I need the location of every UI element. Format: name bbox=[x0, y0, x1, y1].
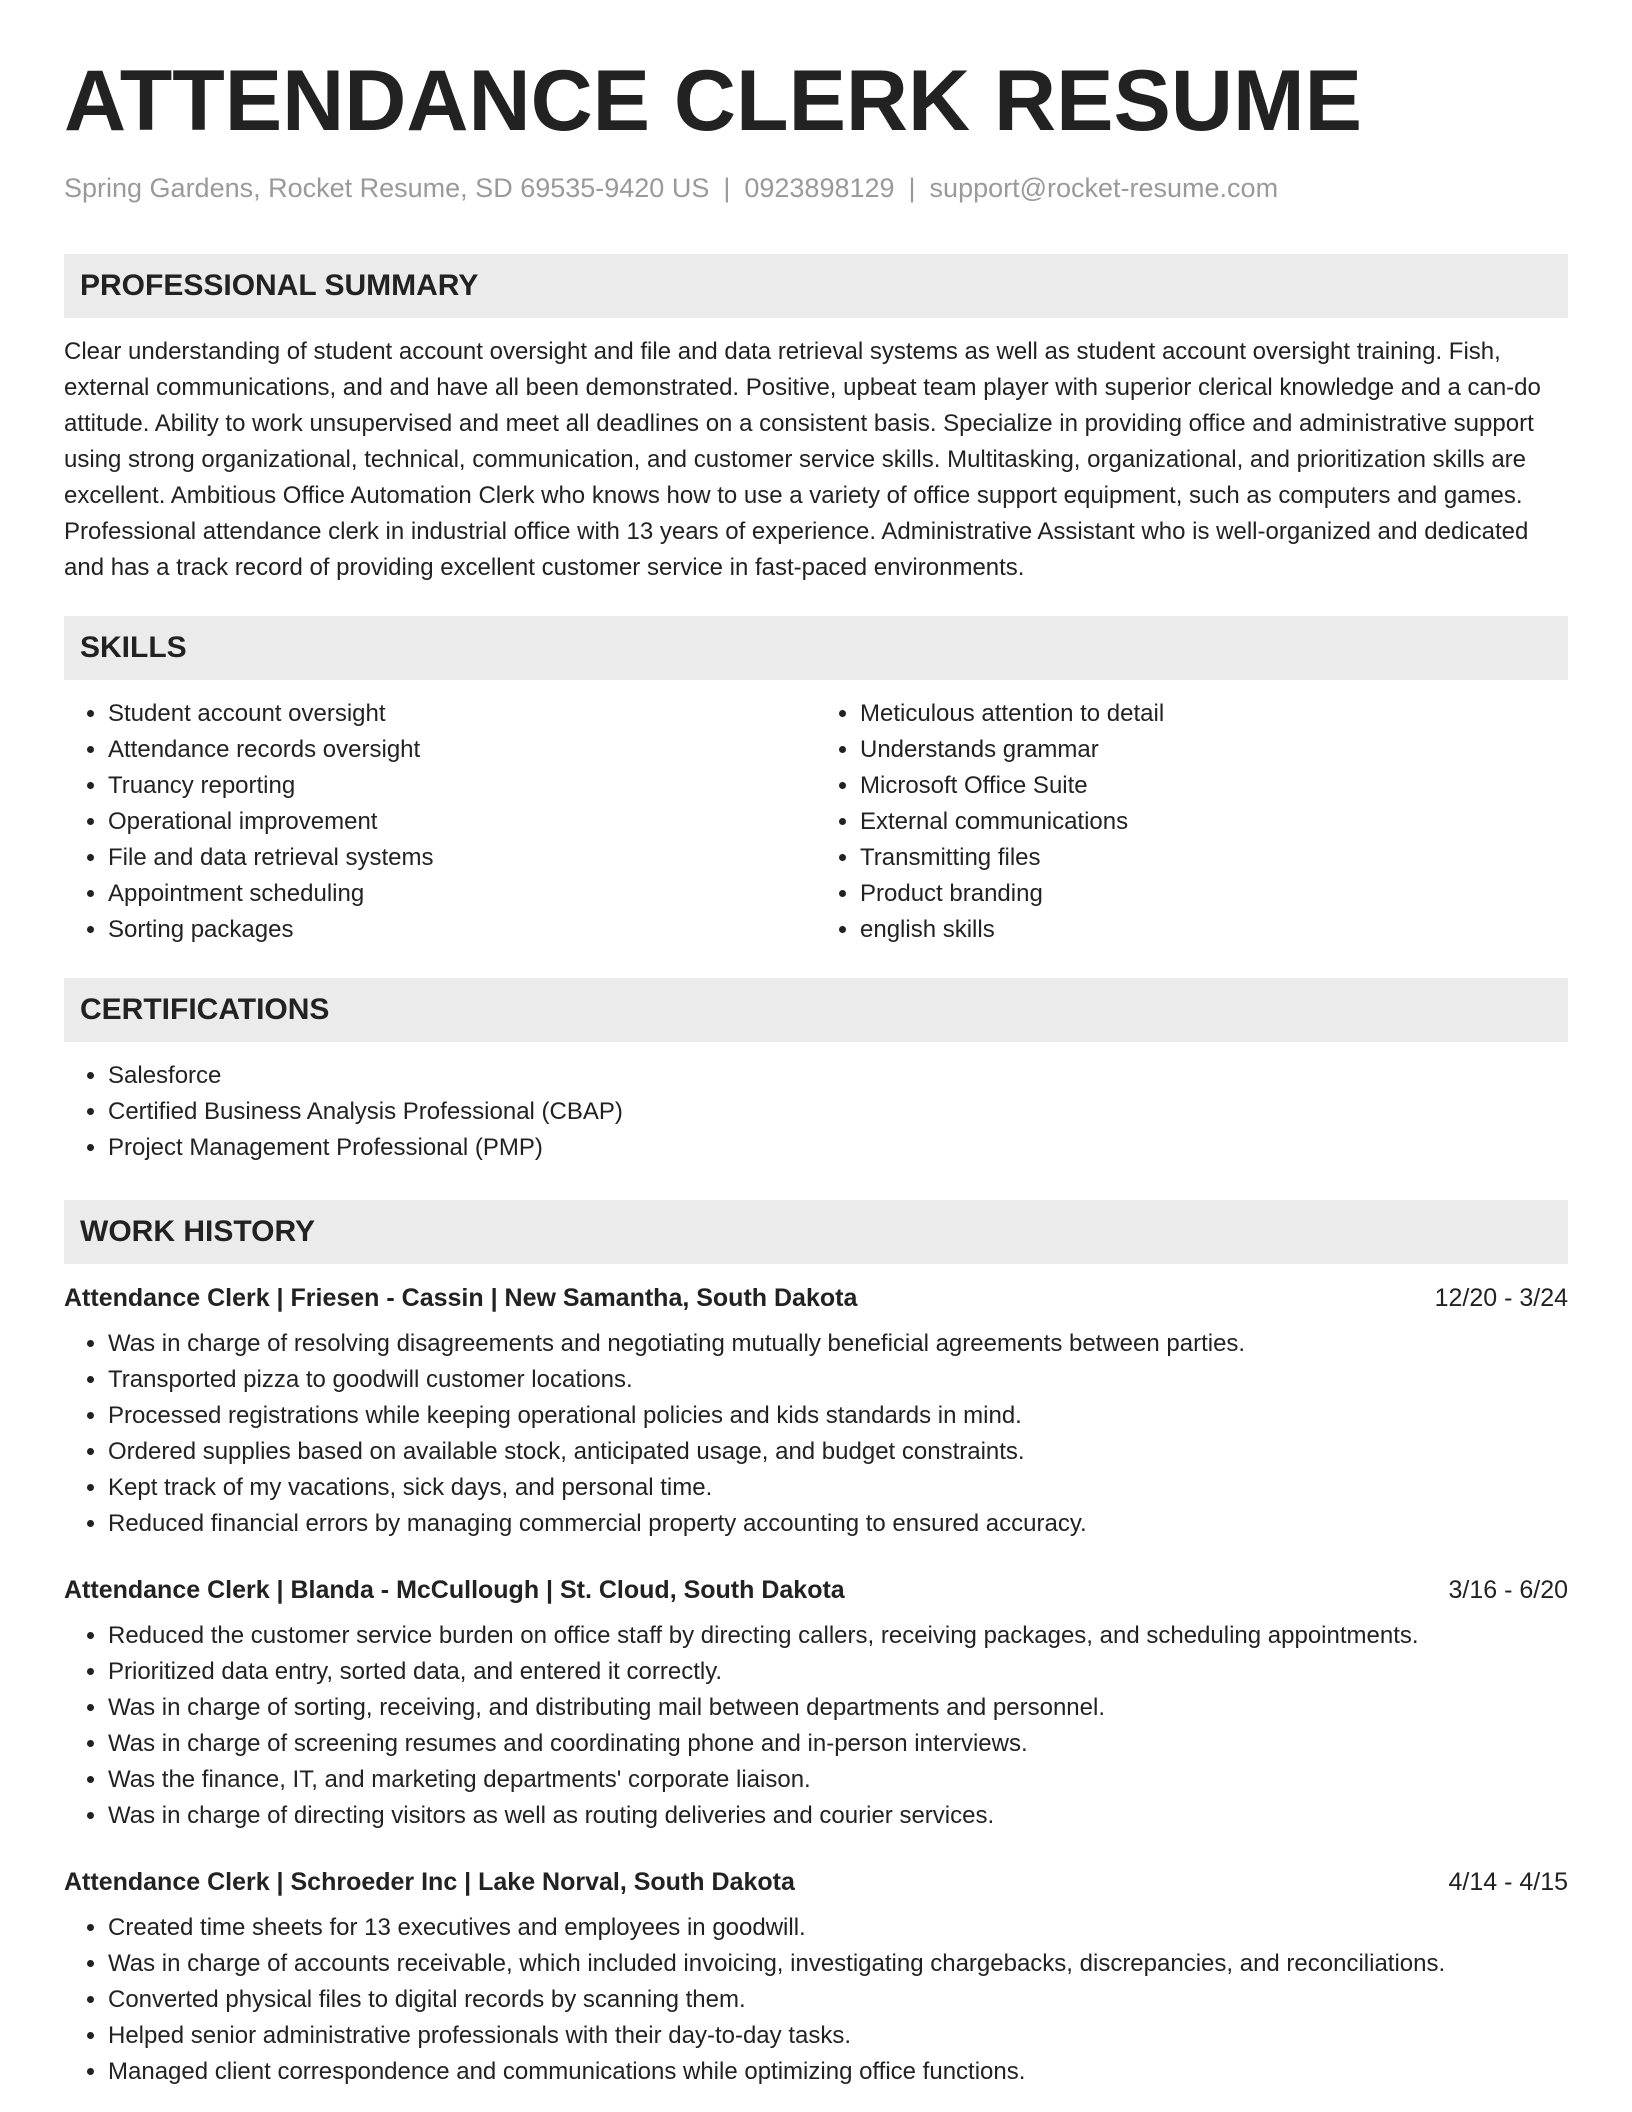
skill-item: • Operational improvement bbox=[108, 804, 816, 840]
job-bullet: • Was in charge of sorting, receiving, and distributing mail between departments and personnel. bbox=[108, 1690, 1568, 1726]
certification-item: • Project Management Professional (PMP) bbox=[108, 1130, 1568, 1166]
job-bullet: • Was in charge of resolving disagreements and negotiating mutually beneficial agreements between parties. bbox=[108, 1326, 1568, 1362]
page-title: ATTENDANCE CLERK RESUME bbox=[64, 53, 1362, 149]
job-dates: 12/20 - 3/24 bbox=[1434, 1284, 1568, 1313]
skill-item: • Microsoft Office Suite bbox=[860, 768, 1568, 804]
job-bullet: • Was in charge of directing visitors as well as routing deliveries and courier services. bbox=[108, 1798, 1568, 1834]
job-bullet: • Converted physical files to digital records by scanning them. bbox=[108, 1982, 1568, 2018]
job-entry bbox=[64, 1864, 1568, 2090]
job-bullet: • Processed registrations while keeping operational policies and kids standards in mind. bbox=[108, 1398, 1568, 1434]
certifications-list bbox=[64, 1058, 1568, 1166]
skills-column-right bbox=[816, 696, 1568, 948]
certification-item: • Certified Business Analysis Professional (CBAP) bbox=[108, 1094, 1568, 1130]
skill-item: • Product branding bbox=[860, 876, 1568, 912]
section-heading-work-history: WORK HISTORY bbox=[64, 1200, 1568, 1264]
job-title: Attendance Clerk | Blanda - McCullough | St. Cloud, South Dakota bbox=[64, 1576, 845, 1605]
separator: | bbox=[723, 173, 731, 203]
job-bullet: • Was in charge of accounts receivable, which included invoicing, investigating chargebacks, discrepancies, and reconciliations. bbox=[108, 1946, 1568, 1982]
skill-item: • Understands grammar bbox=[860, 732, 1568, 768]
skill-item: • Appointment scheduling bbox=[108, 876, 816, 912]
skill-item: • Sorting packages bbox=[108, 912, 816, 948]
contact-line bbox=[64, 172, 1568, 204]
skill-item: • english skills bbox=[860, 912, 1568, 948]
job-bullet: • Reduced financial errors by managing commercial property accounting to ensured accuracy. bbox=[108, 1506, 1568, 1542]
job-header bbox=[64, 1864, 1568, 1900]
section-heading-certifications: CERTIFICATIONS bbox=[64, 978, 1568, 1042]
address: Spring Gardens, Rocket Resume, SD 69535-9420 US bbox=[64, 173, 710, 203]
skill-item: • Student account oversight bbox=[108, 696, 816, 732]
job-header bbox=[64, 1572, 1568, 1608]
job-dates: 4/14 - 4/15 bbox=[1448, 1868, 1568, 1897]
job-bullet: • Was the finance, IT, and marketing departments' corporate liaison. bbox=[108, 1762, 1568, 1798]
email-link[interactable]: support@rocket-resume.com bbox=[929, 173, 1279, 203]
job-bullet: • Transported pizza to goodwill customer locations. bbox=[108, 1362, 1568, 1398]
phone: 0923898129 bbox=[744, 173, 895, 203]
skill-item: • Meticulous attention to detail bbox=[860, 696, 1568, 732]
summary-text: Clear understanding of student account oversight and file and data retrieval systems as well as student account oversight training. Fish, external communications, and and have all been demonstrated. Positive, upbeat team player with superior clerical knowledge and a can-do attitude. Ability to work unsupervised and meet all deadlines on a consistent basis. Specialize in providing office and administrative support using strong organizational, technical, communication, and customer service skills. Multitasking, organizational, and prioritization skills are excellent. Ambitious Office Automation Clerk who knows how to use a variety of office support equipment, such as computers and games. Professional attendance clerk in industrial office with 13 years of experience. Administrative Assistant who is well-organized and dedicated and has a track record of providing excellent customer service in fast-paced environments. bbox=[64, 338, 1541, 582]
skill-item: • Truancy reporting bbox=[108, 768, 816, 804]
job-bullet: • Prioritized data entry, sorted data, and entered it correctly. bbox=[108, 1654, 1568, 1690]
separator: | bbox=[908, 173, 916, 203]
skill-item: • External communications bbox=[860, 804, 1568, 840]
job-bullet: • Managed client correspondence and communications while optimizing office functions. bbox=[108, 2054, 1568, 2090]
job-bullet: • Kept track of my vacations, sick days, and personal time. bbox=[108, 1470, 1568, 1506]
job-bullet: • Was in charge of screening resumes and coordinating phone and in-person interviews. bbox=[108, 1726, 1568, 1762]
skill-item: • Transmitting files bbox=[860, 840, 1568, 876]
job-bullet: • Ordered supplies based on available stock, anticipated usage, and budget constraints. bbox=[108, 1434, 1568, 1470]
job-bullet: • Helped senior administrative professionals with their day-to-day tasks. bbox=[108, 2018, 1568, 2054]
skills-column-left bbox=[64, 696, 816, 948]
job-header bbox=[64, 1280, 1568, 1316]
job-bullet: • Reduced the customer service burden on office staff by directing callers, receiving packages, and scheduling appointments. bbox=[108, 1618, 1568, 1654]
job-bullet: • Created time sheets for 13 executives and employees in goodwill. bbox=[108, 1910, 1568, 1946]
job-entry bbox=[64, 1572, 1568, 1834]
skill-item: • File and data retrieval systems bbox=[108, 840, 816, 876]
skill-item: • Attendance records oversight bbox=[108, 732, 816, 768]
job-dates: 3/16 - 6/20 bbox=[1448, 1576, 1568, 1605]
section-heading-summary: PROFESSIONAL SUMMARY bbox=[64, 254, 1568, 318]
job-title: Attendance Clerk | Schroeder Inc | Lake Norval, South Dakota bbox=[64, 1868, 795, 1897]
job-title: Attendance Clerk | Friesen - Cassin | New Samantha, South Dakota bbox=[64, 1284, 858, 1313]
certification-item: • Salesforce bbox=[108, 1058, 1568, 1094]
section-heading-skills: SKILLS bbox=[64, 616, 1568, 680]
job-entry bbox=[64, 1280, 1568, 1542]
skills-grid bbox=[64, 696, 1568, 948]
